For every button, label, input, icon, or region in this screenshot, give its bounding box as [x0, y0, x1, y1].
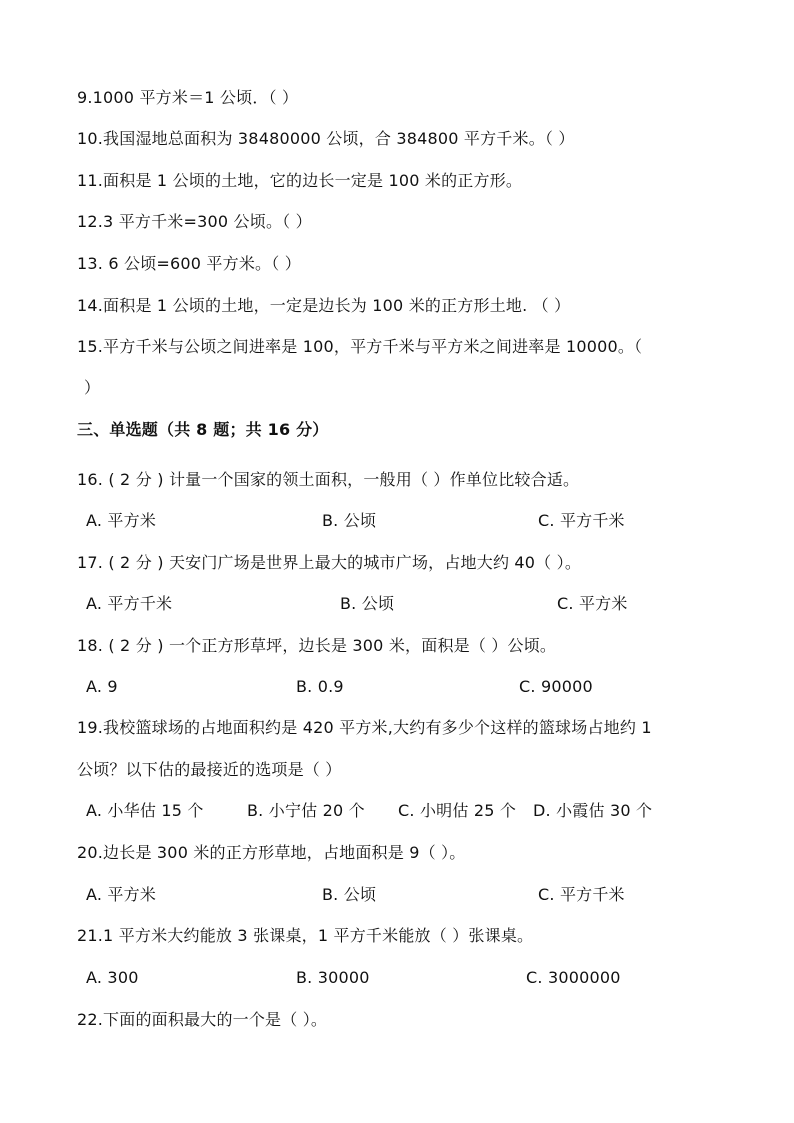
question-17-option-c: C. 平方米	[557, 594, 628, 613]
question-21-option-c: C. 3000000	[526, 968, 621, 987]
question-19: 19.我校篮球场的占地面积约是 420 平方米,大约有多少个这样的篮球场占地约 1	[77, 718, 652, 737]
question-20-option-c: C. 平方千米	[538, 885, 625, 904]
question-19-option-b: B. 小宁估 20 个	[247, 801, 365, 820]
question-21-option-a: A. 300	[86, 968, 139, 987]
question-17-option-b: B. 公顷	[340, 594, 395, 613]
question-9: 9.1000 平方米＝1 公顷．（ ）	[77, 88, 299, 107]
question-16-option-c: C. 平方千米	[538, 511, 625, 530]
question-19-option-c: C. 小明估 25 个	[398, 801, 517, 820]
section-heading: 三、单选题（共 8 题；共 16 分）	[77, 420, 329, 439]
question-19-option-d: D. 小霞估 30 个	[533, 801, 653, 820]
question-17: 17. ( 2 分 ) 天安门广场是世界上最大的城市广场，占地大约 40（ ）。	[77, 553, 582, 572]
question-14: 14.面积是 1 公顷的土地，一定是边长为 100 米的正方形土地. （ ）	[77, 296, 571, 315]
question-18-option-c: C. 90000	[519, 677, 593, 696]
question-19-option-a: A. 小华估 15 个	[86, 801, 204, 820]
question-15-continuation: ）	[84, 378, 101, 397]
question-16: 16. ( 2 分 ) 计量一个国家的领土面积，一般用（ ）作单位比较合适。	[77, 470, 580, 489]
question-17-option-a: A. 平方千米	[86, 594, 173, 613]
question-22: 22.下面的面积最大的一个是（ ）。	[77, 1010, 328, 1029]
question-18: 18. ( 2 分 ) 一个正方形草坪，边长是 300 米，面积是（ ）公顷。	[77, 636, 557, 655]
question-11: 11.面积是 1 公顷的土地，它的边长一定是 100 米的正方形。	[77, 171, 523, 190]
question-18-option-b: B. 0.9	[296, 677, 344, 696]
question-12: 12.3 平方千米=300 公顷。（ ）	[77, 212, 312, 231]
question-20-option-b: B. 公顷	[322, 885, 377, 904]
question-10: 10.我国湿地总面积为 38480000 公顷，合 384800 平方千米。（ ）	[77, 129, 575, 148]
question-13: 13. 6 公顷=600 平方米。（ ）	[77, 254, 301, 273]
question-18-option-a: A. 9	[86, 677, 118, 696]
question-20-option-a: A. 平方米	[86, 885, 157, 904]
question-15: 15.平方千米与公顷之间进率是 100，平方千米与平方米之间进率是 10000。（	[77, 337, 643, 356]
question-16-option-b: B. 公顷	[322, 511, 377, 530]
question-21: 21.1 平方米大约能放 3 张课桌，1 平方千米能放（ ）张课桌。	[77, 926, 534, 945]
question-19-continuation: 公顷？以下估的最接近的选项是（ ）	[77, 760, 342, 779]
question-20: 20.边长是 300 米的正方形草地，占地面积是 9（ ）。	[77, 843, 466, 862]
question-21-option-b: B. 30000	[296, 968, 370, 987]
question-16-option-a: A. 平方米	[86, 511, 157, 530]
